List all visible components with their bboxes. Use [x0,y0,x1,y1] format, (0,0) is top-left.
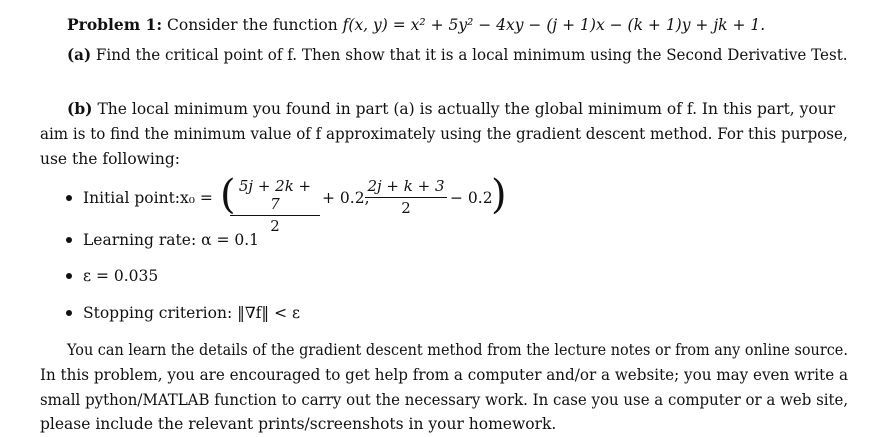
fraction-1-denominator: 2 [270,217,280,235]
initial-point-label: Initial point: [83,189,181,207]
bullet-dot [66,195,72,201]
left-paren: ( [220,172,236,218]
bullet-dot [66,273,72,279]
x0-symbol: x₀ = [180,189,213,207]
part-b-line1 [67,99,835,119]
closing-line1: You can learn the details of the gradient descent method from the lecture notes or from any online source. [67,341,848,359]
part-b-line2: aim is to find the minimum value of f approximately using the gradient descent method. For this purpose, [40,125,848,143]
fraction-2 [365,177,447,217]
bullet-dot [66,310,72,316]
closing-line4: please include the relevant prints/screenshots in your homework. [40,415,557,433]
part-a-text: Find the critical point of f. Then show that it is a local minimum using the Second Derivative Test. [95,46,848,64]
fraction-2-numerator: 2j + k + 3 [365,177,447,198]
fraction-2-denominator: 2 [401,199,411,217]
part-b-text-1: The local minimum you found in part (a) is actually the global minimum of f. In this part, your [97,100,836,118]
problem-heading: Problem 1: [67,15,163,34]
closing-line3: small python/MATLAB function to carry out the necessary work. In case you use a computer or a web site, [40,391,849,409]
problem-statement [67,15,765,35]
epsilon-value: ε = 0.035 [83,267,159,285]
problem-intro: Consider the function [167,16,338,34]
fraction-1 [230,177,320,235]
bullet-dot [66,237,72,243]
closing-line2: In this problem, you are encouraged to get help from a computer and/or a website; you may even write a [40,366,849,384]
plus-offset: + 0.2, [322,189,370,207]
stopping-criterion: Stopping criterion: ‖∇f‖ < ε [83,304,301,322]
part-b-line3: use the following: [40,150,181,168]
function-expression: f(x, y) = x² + 5y² − 4xy − (j + 1)x − (k + 1)y + jk + 1. [342,16,766,34]
part-a [67,45,848,65]
part-a-label: (a) [67,45,92,64]
fraction-1-numerator: 5j + 2k + 7 [230,177,320,216]
learning-rate: Learning rate: α = 0.1 [83,231,260,249]
part-b-label: (b) [67,99,93,118]
minus-offset: − 0.2 [450,189,493,207]
right-paren: ) [491,172,507,218]
